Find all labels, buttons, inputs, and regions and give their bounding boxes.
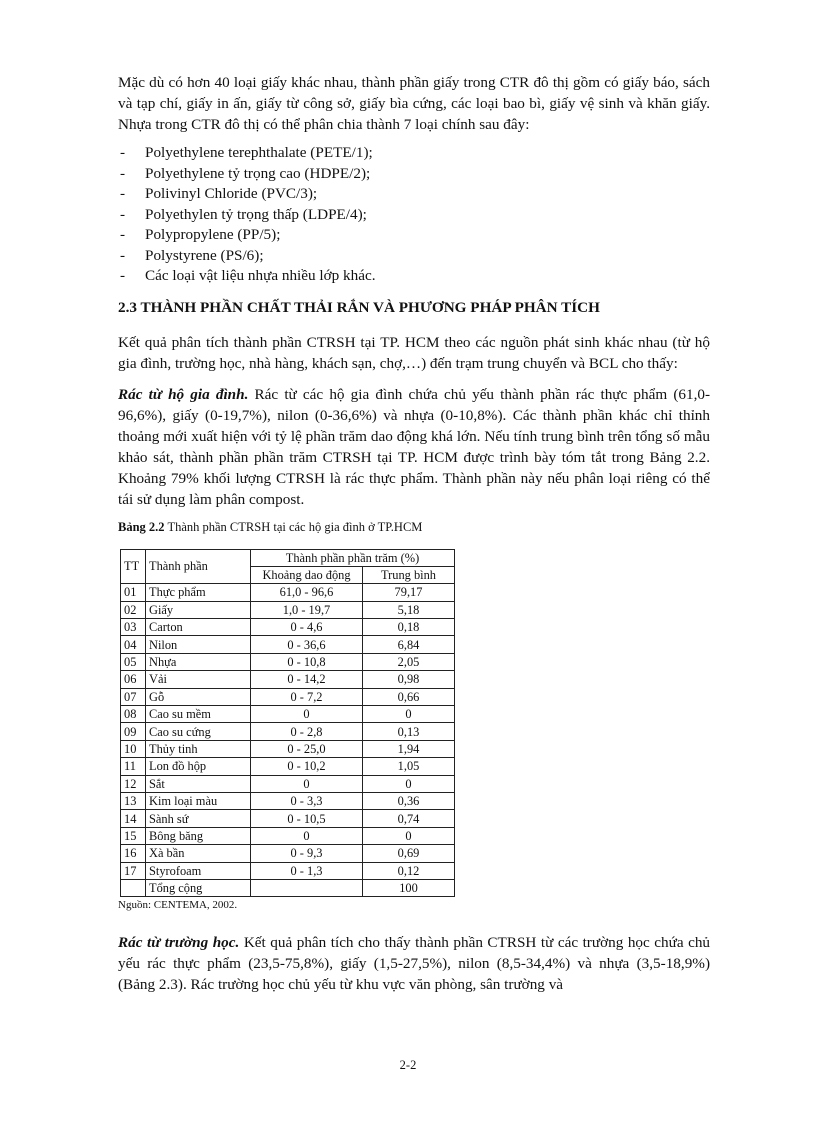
header-name: Thành phần	[146, 549, 251, 584]
cell-avg: 6,84	[363, 636, 455, 653]
document-page	[118, 72, 710, 995]
cell-avg: 0,13	[363, 723, 455, 740]
cell-range: 0 - 3,3	[251, 792, 363, 809]
cell-range: 0 - 2,8	[251, 723, 363, 740]
cell-name: Nilon	[146, 636, 251, 653]
school-text: Kết quả phân tích cho thấy thành phần CTRSH từ các trường học chứa chủ yếu rác thực phẩm (23,5-75,8%), giấy (1,5-27,5%), nilon (8,5-34,4%) và nhựa (3,5-18,9%) (Bảng 2.3). Rác trường học chủ yếu từ khu vực văn phòng, sân trường và	[118, 934, 711, 994]
cell-range: 0 - 9,3	[251, 845, 363, 862]
bullet-dash: -	[120, 246, 126, 264]
cell-avg: 0,69	[363, 845, 455, 862]
cell-name: Sắt	[146, 775, 251, 792]
cell-tt: 15	[121, 827, 146, 844]
bullet-dash: -	[120, 267, 126, 284]
cell-avg: 0	[363, 775, 455, 792]
header-avg: Trung bình	[363, 566, 455, 583]
cell-name: Xà bần	[146, 845, 251, 862]
cell-avg: 0,18	[363, 619, 455, 636]
list-item-text: Các loại vật liệu nhựa nhiều lớp khác.	[145, 267, 376, 284]
table-row	[121, 775, 455, 792]
bullet-dash: -	[120, 205, 126, 223]
table-body	[121, 549, 455, 897]
cell-name: Sành sứ	[146, 810, 251, 827]
table-row	[121, 706, 455, 723]
table-caption	[118, 519, 710, 535]
cell-tt: 07	[121, 688, 146, 705]
table-row	[121, 601, 455, 618]
cell-range	[251, 879, 363, 896]
cell-tt: 03	[121, 619, 146, 636]
cell-tt	[121, 879, 146, 896]
school-paragraph	[118, 932, 710, 995]
cell-tt: 10	[121, 740, 146, 757]
cell-name: Cao su cứng	[146, 723, 251, 740]
cell-range: 0 - 10,5	[251, 810, 363, 827]
table-caption-label: Bảng 2.2	[118, 519, 165, 534]
household-text: Rác từ các hộ gia đình chứa chủ yếu thành phần rác thực phẩm (61,0-96,6%), giấy (0-19,7%), nilon (0-36,6%) và nhựa (0-10,8%). Các thành phần khác chỉ thỉnh thoảng mới xuất hiện với tỷ lệ phần trăm dao động khá lớn. Nếu tính trung bình trên tổng số mẫu khảo sát, thành phần phần trăm CTRSH tại TP. HCM được trình bày tóm tắt trong Bảng 2.2. Khoảng 79% khối lượng CTRSH là rác thực phẩm. Thành phần này nếu phân loại riêng có thể tái sử dụng làm phân compost.	[118, 385, 711, 508]
cell-range: 0	[251, 706, 363, 723]
cell-tt: 06	[121, 671, 146, 688]
list-item-text: Polypropylene (PP/5);	[145, 226, 281, 243]
header-percent-group: Thành phần phần trăm (%)	[251, 549, 455, 566]
table-row	[121, 653, 455, 670]
household-paragraph	[118, 384, 710, 510]
list-item	[118, 164, 710, 185]
bullet-dash: -	[120, 226, 126, 243]
cell-range: 0 - 14,2	[251, 671, 363, 688]
cell-avg: 79,17	[363, 584, 455, 601]
total-label: Tổng cộng	[146, 879, 251, 896]
table-header-row	[121, 549, 455, 566]
list-item-text: Polivinyl Chloride (PVC/3);	[145, 185, 318, 202]
cell-avg: 0,12	[363, 862, 455, 879]
cell-avg: 0,36	[363, 792, 455, 809]
cell-name: Gỗ	[146, 688, 251, 705]
cell-avg: 5,18	[363, 601, 455, 618]
cell-tt: 16	[121, 845, 146, 862]
cell-tt: 09	[121, 723, 146, 740]
bullet-dash: -	[120, 185, 126, 202]
table-row	[121, 671, 455, 688]
table-row	[121, 636, 455, 653]
intro-paragraph: Mặc dù có hơn 40 loại giấy khác nhau, thành phần giấy trong CTR đô thị gồm có giấy báo, sách và tạp chí, giấy in ấn, giấy từ công sở, giấy bìa cứng, các loại bao bì, giấy vệ sinh và khăn giấy. Nhựa trong CTR đô thị có thể phân chia thành 7 loại chính sau đây:	[118, 74, 710, 133]
cell-avg: 0,74	[363, 810, 455, 827]
cell-tt: 11	[121, 758, 146, 775]
cell-range: 0 - 10,8	[251, 653, 363, 670]
list-item-text: Polystyrene (PS/6);	[145, 246, 264, 264]
cell-range: 0 - 25,0	[251, 740, 363, 757]
cell-avg: 0	[363, 827, 455, 844]
table-caption-text: Thành phần CTRSH tại các hộ gia đình ở TP.HCM	[164, 519, 423, 534]
cell-range: 0 - 4,6	[251, 619, 363, 636]
composition-table	[120, 549, 455, 898]
table-row	[121, 688, 455, 705]
cell-avg: 0,66	[363, 688, 455, 705]
school-lead: Rác từ trường học.	[118, 934, 240, 952]
table-row	[121, 584, 455, 601]
list-item	[118, 143, 710, 164]
cell-tt: 12	[121, 775, 146, 792]
table-row	[121, 619, 455, 636]
list-item	[118, 205, 710, 226]
cell-name: Carton	[146, 619, 251, 636]
cell-tt: 17	[121, 862, 146, 879]
results-paragraph: Kết quả phân tích thành phần CTRSH tại TP. HCM theo các nguồn phát sinh khác nhau (từ hộ gia đình, trường học, nhà hàng, khách sạn, chợ,…) đến trạm trung chuyển và BCL cho thấy:	[118, 333, 710, 372]
cell-name: Thực phẩm	[146, 584, 251, 601]
list-item	[118, 225, 710, 246]
cell-tt: 05	[121, 653, 146, 670]
cell-avg: 1,94	[363, 740, 455, 757]
cell-tt: 02	[121, 601, 146, 618]
header-range: Khoảng dao động	[251, 566, 363, 583]
section-heading: 2.3 THÀNH PHẦN CHẤT THẢI RẮN VÀ PHƯƠNG PHÁP PHÂN TÍCH	[118, 298, 600, 316]
bullet-dash: -	[120, 164, 126, 182]
table-row	[121, 723, 455, 740]
list-item	[118, 246, 710, 267]
table-total-row	[121, 879, 455, 896]
cell-tt: 04	[121, 636, 146, 653]
cell-range: 0 - 7,2	[251, 688, 363, 705]
cell-range: 0 - 36,6	[251, 636, 363, 653]
cell-tt: 01	[121, 584, 146, 601]
cell-name: Cao su mềm	[146, 706, 251, 723]
table-row	[121, 862, 455, 879]
list-item	[118, 266, 710, 287]
cell-avg: 0	[363, 706, 455, 723]
cell-name: Thủy tinh	[146, 740, 251, 757]
list-item-text: Polyethylene tỷ trọng cao (HDPE/2);	[145, 164, 371, 182]
cell-name: Nhựa	[146, 653, 251, 670]
table-row	[121, 792, 455, 809]
cell-avg: 1,05	[363, 758, 455, 775]
cell-name: Kim loại màu	[146, 792, 251, 809]
cell-name: Bông băng	[146, 827, 251, 844]
list-item-text: Polyethylene terephthalate (PETE/1);	[145, 144, 373, 161]
household-lead: Rác từ hộ gia đình.	[118, 385, 249, 403]
cell-tt: 13	[121, 792, 146, 809]
cell-range: 0 - 10,2	[251, 758, 363, 775]
table-row	[121, 827, 455, 844]
table-row	[121, 845, 455, 862]
header-tt: TT	[121, 549, 146, 584]
cell-name: Vải	[146, 671, 251, 688]
cell-avg: 2,05	[363, 653, 455, 670]
page-number: 2-2	[399, 1058, 417, 1072]
cell-tt: 08	[121, 706, 146, 723]
cell-name: Giấy	[146, 601, 251, 618]
cell-avg: 0,98	[363, 671, 455, 688]
table-row	[121, 740, 455, 757]
cell-name: Styrofoam	[146, 862, 251, 879]
cell-name: Lon đồ hộp	[146, 758, 251, 775]
list-item-text: Polyethylen tỷ trọng thấp (LDPE/4);	[145, 205, 367, 223]
bullet-dash: -	[120, 144, 126, 161]
list-item	[118, 184, 710, 205]
cell-range: 0	[251, 775, 363, 792]
cell-range: 0	[251, 827, 363, 844]
table-source: Nguồn: CENTEMA, 2002.	[118, 899, 238, 912]
total-value: 100	[363, 879, 455, 896]
cell-range: 61,0 - 96,6	[251, 584, 363, 601]
cell-range: 0 - 1,3	[251, 862, 363, 879]
table-row	[121, 758, 455, 775]
plastics-list	[118, 143, 710, 287]
cell-tt: 14	[121, 810, 146, 827]
cell-range: 1,0 - 19,7	[251, 601, 363, 618]
table-row	[121, 810, 455, 827]
